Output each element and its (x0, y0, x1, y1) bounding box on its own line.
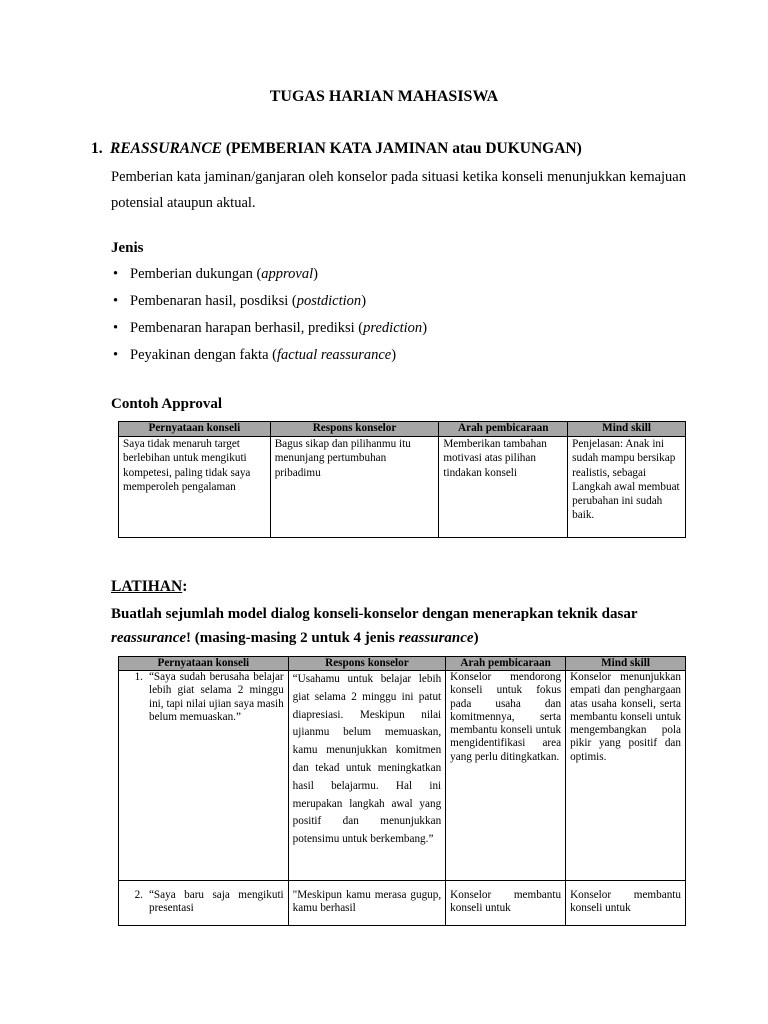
table-cell: Saya tidak menaruh target berlebihan untuk mengikuti kompetesi, paling tidak saya memperoleh pengalaman (119, 437, 271, 538)
approval-example-table (118, 421, 686, 538)
jenis-heading: Jenis (111, 240, 144, 256)
page-title: TUGAS HARIAN MAHASISWA (269, 88, 499, 105)
latihan-heading: LATIHAN: (111, 578, 188, 595)
table-header-row (119, 422, 686, 437)
list-item: • Pembenaran hasil, posdiksi (postdiction) (111, 288, 427, 315)
table-cell: Penjelasan: Anak ini sudah mampu bersikap realistis, sebagai Langkah awal membuat perubahan ini sudah baik. (568, 437, 686, 538)
list-item: • Pemberian dukungan (approval) (111, 261, 427, 288)
table-cell: Memberikan tambahan motivasi atas pilihan tindakan konseli (439, 437, 568, 538)
table-cell: “Saya sudah berusaha belajar lebih giat selama 2 minggu ini, tapi nilai ujian saya masih belum memuaskan.” (149, 671, 288, 881)
latihan-table (118, 656, 686, 926)
table-row (119, 437, 686, 538)
table-header: Pernyataan konseli (119, 657, 289, 671)
table-cell: Konselor menunjukkan empati dan penghargaan atas usaha konseli, serta membantu konseli untuk mengembangkan pola pikir yang positif dan optimis. (566, 671, 686, 881)
section-heading-rest: (PEMBERIAN KATA JAMINAN atau DUKUNGAN) (222, 140, 582, 157)
table-header: Respons konselor (270, 422, 439, 437)
contoh-heading: Contoh Approval (111, 396, 223, 412)
jenis-list (111, 261, 427, 369)
table-row (119, 671, 686, 881)
table-header-row (119, 657, 686, 671)
table-header: Arah pembicaraan (446, 657, 566, 671)
table-header: Pernyataan konseli (119, 422, 271, 437)
latihan-instruction: Buatlah sejumlah model dialog konseli-konselor dengan menerapkan teknik dasar reassurance! (masing-masing 2 untuk 4 jenis reassurance) (111, 606, 638, 646)
table-header: Respons konselor (288, 657, 446, 671)
row-number: 1. (119, 671, 149, 881)
table-header: Mind skill (566, 657, 686, 671)
table-cell: “Usahamu untuk belajar lebih giat selama 2 minggu ini patut diapresiasi. Meskipun nilai ujianmu belum memuaskan, kamu menunjukkan komitmen dan tekad untuk meningkatkan hasil belajarmu. Hal ini merupakan langkah awal yang positif dan menunjukkan potensimu untuk berkembang.” (288, 671, 446, 881)
list-item: • Peyakinan dengan fakta (factual reassurance) (111, 342, 427, 369)
table-cell: Konselor membantu konseli untuk (446, 881, 566, 926)
section-heading (91, 140, 582, 158)
list-item: • Pembenaran harapan berhasil, prediksi (prediction) (111, 315, 427, 342)
table-row (119, 881, 686, 926)
table-cell: Konselor mendorong konseli untuk fokus pada usaha dan komitmennya, serta membantu konseli untuk mengidentifikasi area yang perlu ditingkatkan. (446, 671, 566, 881)
table-header: Mind skill (568, 422, 686, 437)
table-cell: Bagus sikap dan pilihanmu itu menunjang pertumbuhan pribadimu (270, 437, 439, 538)
table-cell: "Meskipun kamu merasa gugup, kamu berhasil (288, 881, 446, 926)
table-cell: “Saya baru saja mengikuti presentasi (149, 881, 288, 926)
row-number: 2. (119, 881, 149, 926)
table-cell: Konselor membantu konseli untuk (566, 881, 686, 926)
section-number: 1. (91, 140, 103, 157)
table-header: Arah pembicaraan (439, 422, 568, 437)
section-paragraph: Pemberian kata jaminan/ganjaran oleh konselor pada situasi ketika konseli menunjukkan kemajuan potensial ataupun aktual. (111, 169, 686, 211)
section-heading-italic: REASSURANCE (110, 140, 222, 157)
